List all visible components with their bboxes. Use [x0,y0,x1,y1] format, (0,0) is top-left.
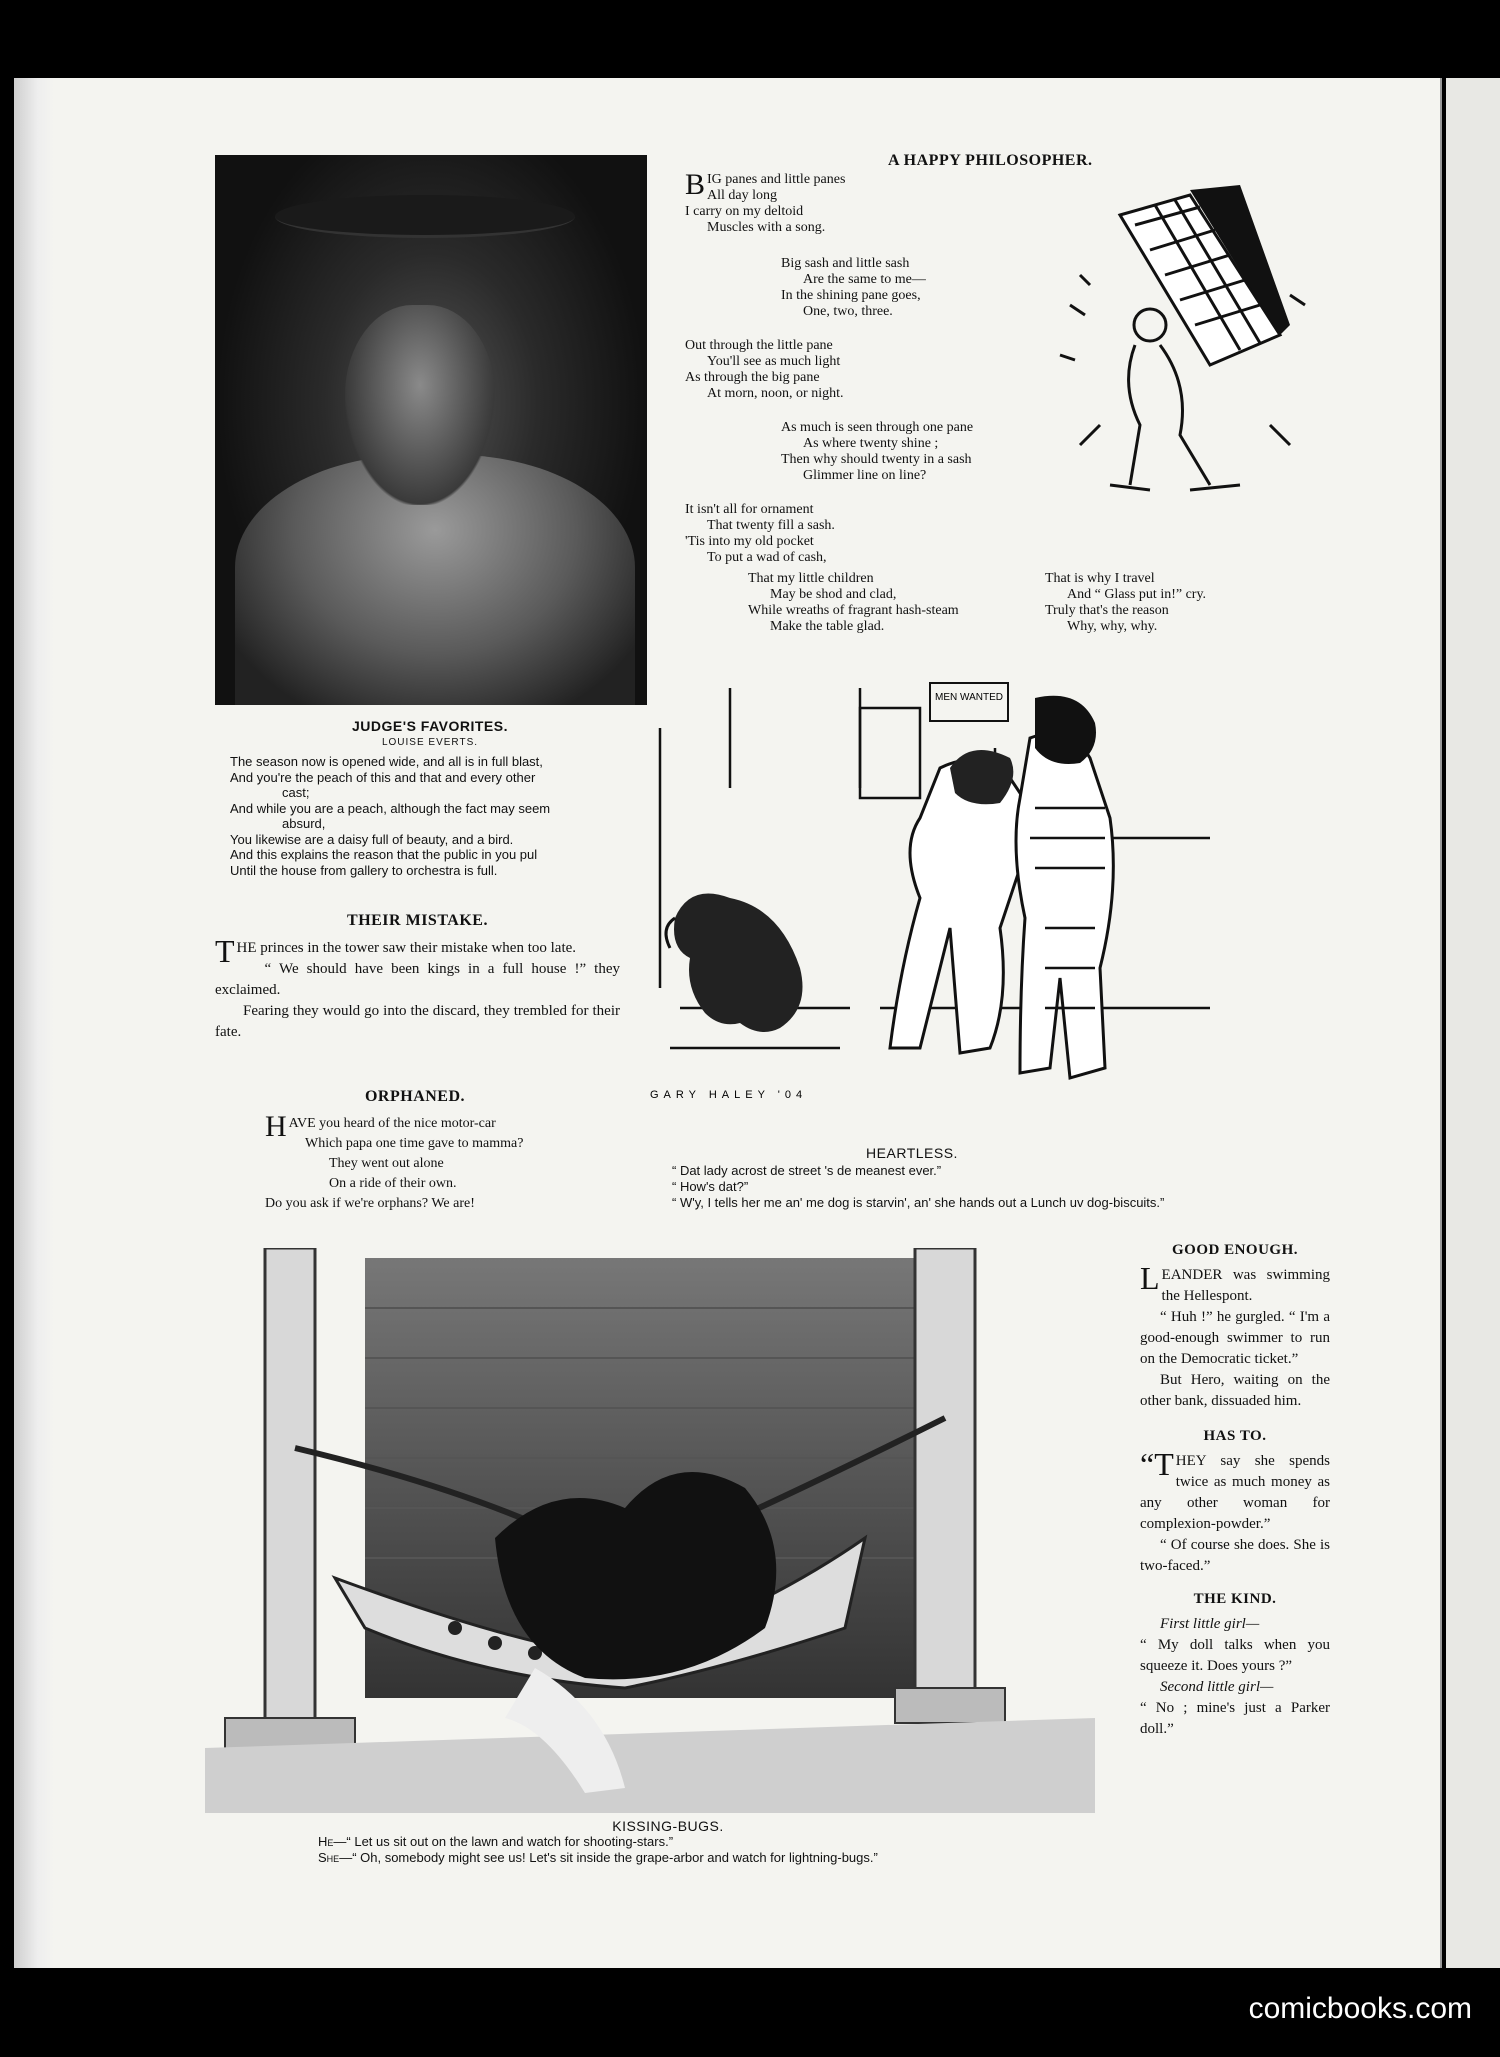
paragraph-text: HE princes in the tower saw their mistake when too late. [236,940,577,956]
speaker: He [318,1834,334,1849]
poem-line: One, two, three. [803,304,893,319]
stanza [685,256,1045,320]
kissing-bugs-illustration [205,1248,1095,1813]
judges-favorites [230,718,630,878]
men-wanted-sign [930,683,1008,721]
face-shape [345,305,495,505]
poem-line: Make the table glad. [770,619,885,634]
heartless-caption [672,1145,1272,1211]
drop-cap: B [685,168,706,201]
poem-line: absurd, [282,816,326,831]
happy-philosopher-stanza-6 [748,571,1028,635]
poem-line: And while you are a peach, although the fact may seem [230,800,551,816]
artist-signature: GARY HALEY '04 [650,1089,808,1101]
portrait-photo [215,155,647,705]
poem-line: As much is seen through one pane [781,420,974,435]
poem-line: While wreaths of fragrant hash-steam [748,603,959,618]
poem-line: It isn't all for ornament [685,502,814,517]
drop-cap: L [1140,1260,1160,1296]
poem-line: 'Tis into my old pocket [685,534,814,549]
poem-line: IG panes and little panes [707,172,846,187]
has-to-title: HAS TO. [1203,1428,1267,1444]
their-mistake-p3: Fearing they would go into the discard, they trembled for their fate. [215,1003,620,1040]
caption-line [318,1850,1078,1866]
orphaned [265,1088,625,1214]
the-kind [1140,1591,1330,1740]
happy-philosopher-poem-col1 [685,168,1045,566]
the-kind-p2: “ No ; mine's just a Parker doll.” [1140,1700,1330,1737]
paragraph-text: HEY say she spends twice as much money as any other woman for complexion-powder.” [1140,1453,1330,1532]
second-girl-label: Second little girl— [1160,1679,1274,1695]
poem-line: Glimmer line on line? [803,468,927,483]
happy-philosopher-stanza-7 [1045,571,1275,635]
stanza [685,420,1045,484]
good-enough-p2: “ Huh !” he gurgled. “ I'm a good-enough swimmer to run on the Democratic ticket.” [1140,1309,1330,1367]
good-enough [1140,1242,1330,1412]
dialogue: —“ Let us sit out on the lawn and watch for shooting-stars.” [333,1834,674,1849]
poem-line: I carry on my deltoid [685,204,804,219]
judges-favorites-poem [230,754,630,878]
kissing-bugs-caption [318,1818,1078,1866]
watermark: comicbooks.com [1248,1992,1472,2025]
poem-line: You'll see as much light [707,354,841,369]
sign-text: MEN WANTED [935,692,1003,703]
orphaned-title: ORPHANED. [364,1088,466,1105]
right-column [1140,1242,1330,1740]
poem-line: And you're the peach of this and that and every other [230,769,536,785]
poem-line: As where twenty shine ; [803,436,939,451]
poem-line: Out through the little pane [685,338,833,353]
drop-cap: T [215,933,235,969]
kissing-bugs-title: KISSING-BUGS. [612,1818,724,1834]
heartless-illustration [650,668,1250,1128]
poem-line: On a ride of their own. [329,1176,457,1191]
their-mistake [215,912,620,1043]
good-enough-p1 [1140,1260,1330,1307]
poem-line: To put a wad of cash, [707,550,827,565]
poem-line: They went out alone [329,1156,444,1171]
good-enough-title: GOOD ENOUGH. [1171,1242,1298,1258]
poem-line: AVE you heard of the nice motor-car [288,1116,496,1131]
poem-line: May be shod and clad, [770,587,897,602]
their-mistake-p2: “ We should have been kings in a full house !” they exclaimed. [215,961,620,998]
dialogue: —“ Oh, somebody might see us! Let's sit inside the grape-arbor and watch for lightning-bugs.” [339,1850,878,1865]
stanza [685,502,1045,566]
first-girl-label: First little girl— [1160,1616,1260,1632]
poem-line: Do you ask if we're orphans? We are! [265,1196,475,1211]
paragraph-text: EANDER was swimming the Hellespont. [1161,1267,1330,1304]
judges-favorites-subtitle: LOUISE EVERTS. [381,737,479,748]
good-enough-p3: But Hero, waiting on the other bank, dissuaded him. [1140,1372,1330,1409]
poem-line: That twenty fill a sash. [707,518,835,533]
heartless-title: HEARTLESS. [866,1145,958,1161]
poem-line: Are the same to me— [803,272,926,287]
speaker: She [318,1850,340,1865]
poem-line: Which papa one time gave to mamma? [305,1136,524,1151]
poem-line: And “ Glass put in!” cry. [1067,587,1207,602]
their-mistake-title: THEIR MISTAKE. [347,912,488,929]
poem-line: Then why should twenty in a sash [781,452,972,467]
poem-line: cast; [282,785,310,800]
has-to-p1 [1140,1446,1330,1535]
drop-cap: H [265,1110,287,1143]
caption-line: “ How's dat?” [672,1179,749,1194]
judges-favorites-title: JUDGE'S FAVORITES. [352,718,508,734]
glazier-illustration [1040,185,1320,515]
the-kind-p1: “ My doll talks when you squeeze it. Does yours ?” [1140,1637,1330,1674]
orphaned-poem [265,1110,625,1214]
poem-line: That my little children [748,571,874,586]
page-gutter [14,78,54,1968]
stanza [685,168,1045,236]
their-mistake-p1 [215,933,620,969]
facing-page-edge [1446,78,1500,1968]
poem-line: You likewise are a daisy full of beauty, and a bird. [230,831,514,847]
hat-shape [275,195,575,238]
poem-line: Muscles with a song. [707,220,826,235]
poem-line: Until the house from gallery to orchestra is full. [230,862,498,878]
poem-line: As through the big pane [685,370,820,385]
poem-line: Why, why, why. [1067,619,1158,634]
poem-line: At morn, noon, or night. [707,386,844,401]
poem-line: In the shining pane goes, [781,288,921,303]
poem-line: Big sash and little sash [781,256,910,271]
poem-line: The season now is opened wide, and all is in full blast, [230,754,543,769]
has-to [1140,1428,1330,1577]
drop-cap: “T [1140,1446,1174,1482]
poem-line: That is why I travel [1045,571,1155,586]
poem-line: And this explains the reason that the public in you pul [230,847,538,862]
poem-line: Truly that's the reason [1045,603,1169,618]
caption-line: “ Dat lady acrost de street 's de meanest ever.” [672,1163,942,1178]
has-to-p2: “ Of course she does. She is two-faced.” [1140,1537,1330,1574]
the-kind-title: THE KIND. [1193,1591,1277,1607]
poem-line: All day long [707,188,778,203]
caption-line [318,1834,1078,1850]
happy-philosopher-title: A HAPPY PHILOSOPHER. [888,152,1093,169]
stanza [685,338,1045,402]
caption-line: “ W'y, I tells her me an' me dog is starvin', an' she hands out a Lunch uv dog-biscuits.” [672,1195,1165,1210]
